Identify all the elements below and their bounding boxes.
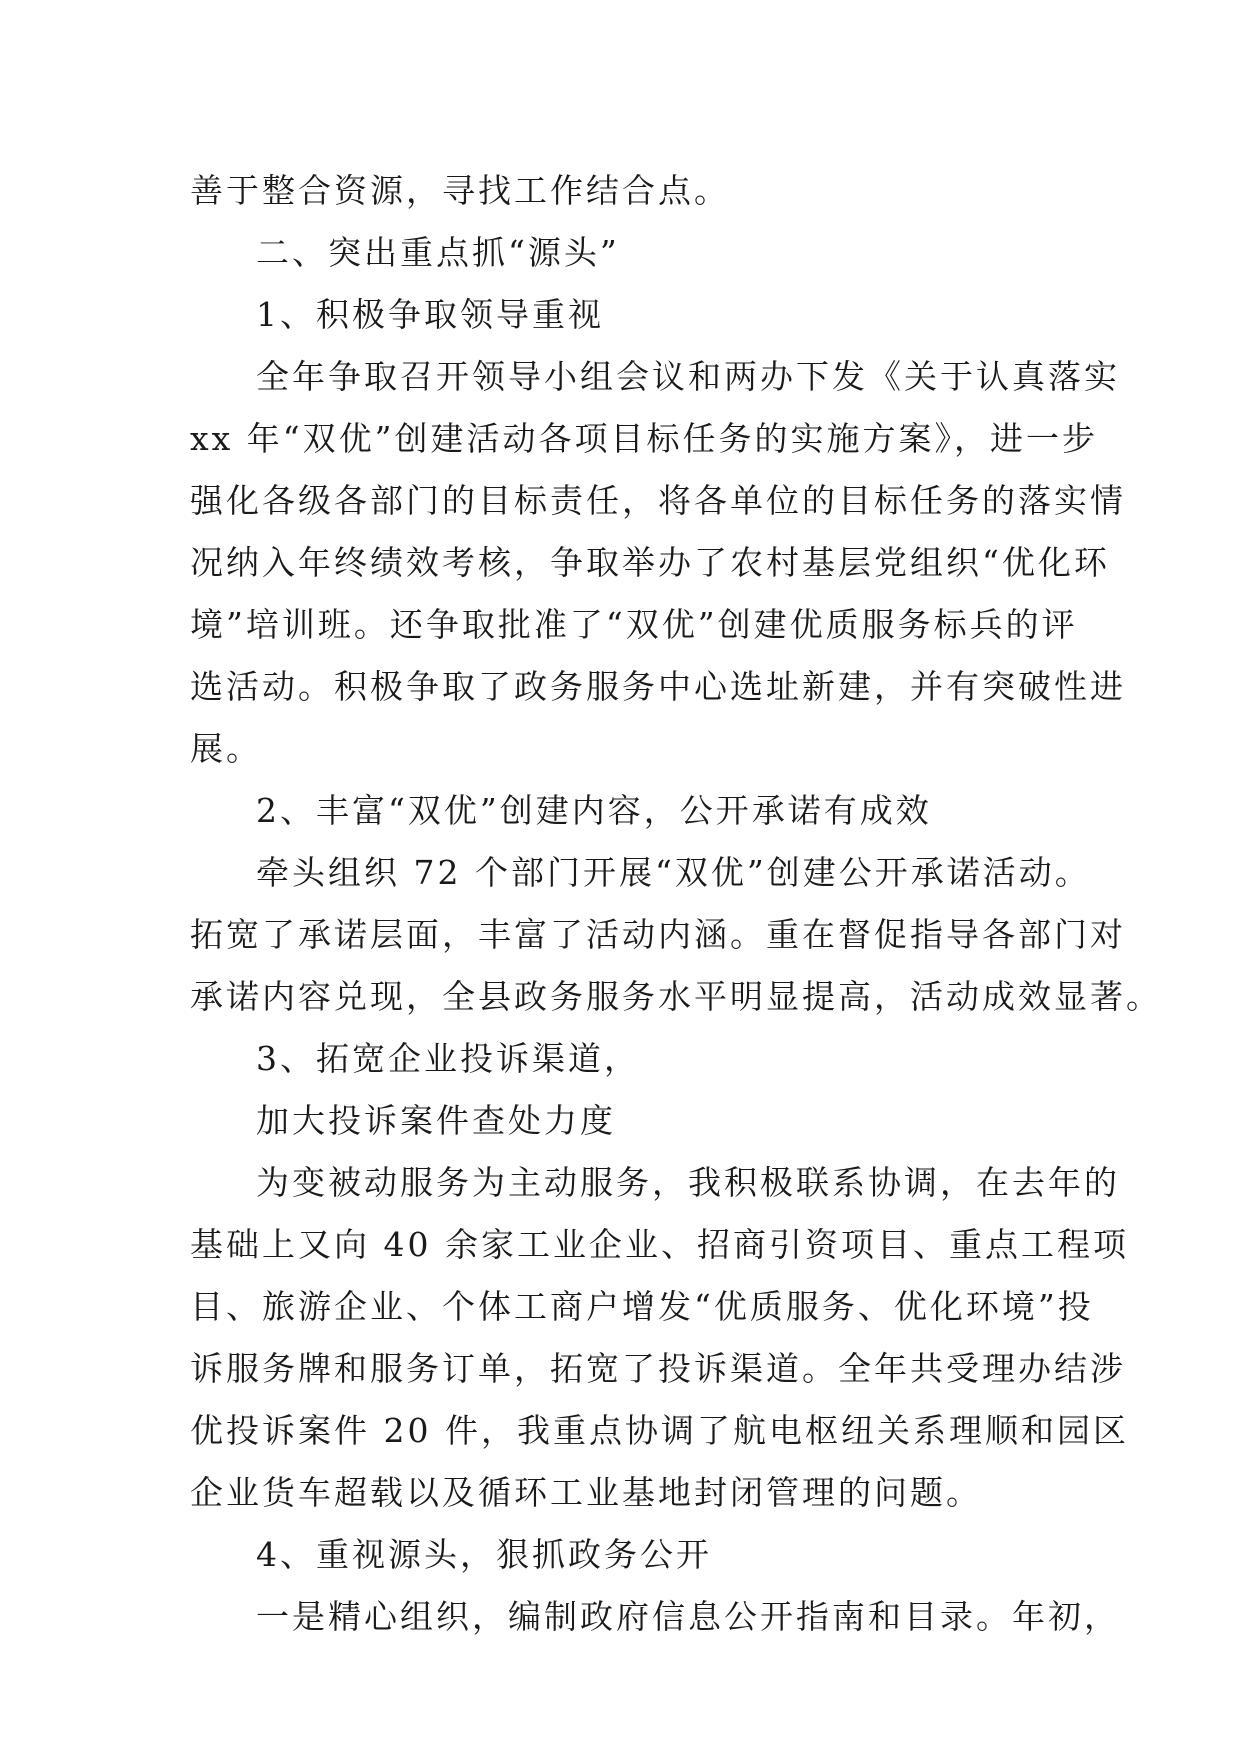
paragraph-1-line-5: 境”培训班。还争取批准了“双优”创建优质服务标兵的评	[190, 605, 1078, 644]
subheading-3: 3、拓宽企业投诉渠道，	[256, 1039, 640, 1078]
paragraph-3-line-6: 企业货车超载以及循环工业基地封闭管理的问题。	[190, 1473, 982, 1512]
text-line-1: 善于整合资源，寻找工作结合点。	[190, 171, 730, 210]
paragraph-2-line-1: 牵头组织 72 个部门开展“双优”创建公开承诺活动。	[256, 853, 1091, 892]
subheading-3-cont: 加大投诉案件查处力度	[256, 1101, 616, 1140]
paragraph-2-line-2: 拓宽了承诺层面，丰富了活动内涵。重在督促指导各部门对	[190, 915, 1126, 954]
paragraph-3-line-3: 目、旅游企业、个体工商户增发“优质服务、优化环境”投	[190, 1287, 1094, 1326]
paragraph-1-line-6: 选活动。积极争取了政务服务中心选址新建，并有突破性进	[190, 667, 1126, 706]
subheading-2: 2、丰富“双优”创建内容，公开承诺有成效	[256, 791, 932, 830]
paragraph-3-line-1: 为变被动服务为主动服务，我积极联系协调，在去年的	[256, 1163, 1120, 1202]
paragraph-1-line-4: 况纳入年终绩效考核，争取举办了农村基层党组织“优化环	[190, 543, 1110, 582]
paragraph-1-line-1: 全年争取召开领导小组会议和两办下发《关于认真落实	[256, 357, 1120, 396]
document-body	[190, 160, 1162, 1648]
paragraph-1-line-7: 展。	[190, 729, 262, 768]
paragraph-3-line-2: 基础上又向 40 余家工业企业、招商引资项目、重点工程项	[190, 1225, 1129, 1264]
subheading-1: 1、积极争取领导重视	[256, 295, 604, 334]
paragraph-3-line-4: 诉服务牌和服务订单，拓宽了投诉渠道。全年共受理办结涉	[190, 1349, 1126, 1388]
paragraph-1-line-3: 强化各级各部门的目标责任，将各单位的目标任务的落实情	[190, 481, 1126, 520]
subheading-4: 4、重视源头，狠抓政务公开	[256, 1535, 712, 1574]
paragraph-2-line-3: 承诺内容兑现，全县政务服务水平明显提高，活动成效显著。	[190, 977, 1162, 1016]
paragraph-4-line-1: 一是精心组织，编制政府信息公开指南和目录。年初，	[256, 1597, 1120, 1636]
paragraph-3-line-5: 优投诉案件 20 件，我重点协调了航电枢纽关系理顺和园区	[190, 1411, 1129, 1450]
section-heading-2: 二、突出重点抓“源头”	[256, 233, 620, 272]
paragraph-1-line-2: xx 年“双优”创建活动各项目标任务的实施方案》，进一步	[190, 419, 1098, 458]
